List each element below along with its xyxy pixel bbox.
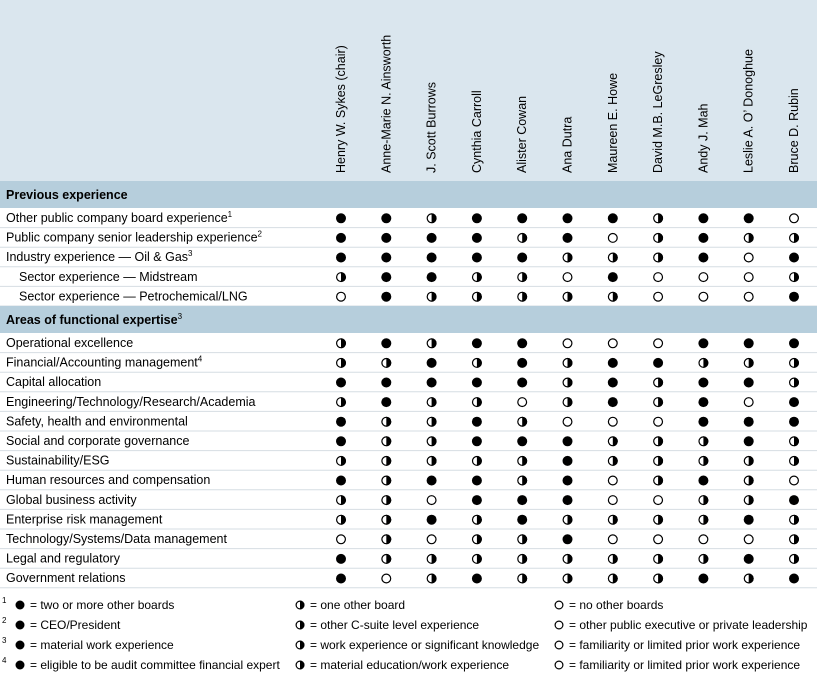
filled-circle-icon [336, 436, 346, 446]
empty-circle-icon [427, 535, 436, 544]
filled-circle-icon [698, 476, 708, 486]
filled-circle-icon [16, 641, 25, 650]
filled-circle-icon [563, 456, 573, 466]
filled-circle-icon [16, 601, 25, 610]
half-circle-icon [563, 378, 572, 388]
filled-circle-icon [698, 233, 708, 243]
director-name: Anne-Marie N. Ainsworth [379, 34, 394, 173]
half-circle-icon [654, 436, 663, 446]
empty-circle-icon [744, 398, 753, 407]
filled-circle-icon [427, 358, 437, 368]
filled-circle-icon [789, 397, 799, 407]
half-circle-icon [296, 601, 304, 610]
empty-circle-icon [608, 417, 617, 426]
filled-circle-icon [517, 253, 527, 263]
empty-circle-icon [699, 273, 708, 282]
legend-text: = eligible to be audit committee financial expert [30, 658, 280, 672]
skill-label: Sector experience — Petrochemical/LNG [19, 289, 248, 304]
legend-text: = CEO/President [30, 618, 121, 632]
half-circle-icon [744, 495, 753, 505]
filled-circle-icon [472, 213, 482, 223]
legend-text: = familiarity or limited prior work experience [569, 638, 801, 652]
half-circle-icon [473, 397, 482, 407]
filled-circle-icon [427, 378, 437, 388]
legend-item [14, 658, 280, 672]
filled-circle-icon [16, 661, 25, 670]
legend-text: = work experience or significant knowledge [310, 638, 540, 652]
half-circle-icon [427, 456, 436, 466]
half-circle-icon [563, 515, 572, 525]
empty-circle-icon [790, 476, 799, 485]
legend-item [294, 658, 509, 672]
filled-circle-icon [744, 554, 754, 564]
half-circle-icon [427, 436, 436, 446]
half-circle-icon [608, 456, 617, 466]
empty-circle-icon [555, 601, 563, 609]
half-circle-icon [518, 233, 527, 243]
half-circle-icon [427, 338, 436, 348]
half-circle-icon [473, 534, 482, 544]
half-circle-icon [744, 574, 753, 584]
half-circle-icon [699, 495, 708, 505]
skill-label: Legal and regulatory [6, 551, 120, 566]
half-circle-icon [563, 574, 572, 584]
empty-circle-icon [790, 214, 799, 223]
filled-circle-icon [563, 476, 573, 486]
filled-circle-icon [336, 253, 346, 263]
filled-circle-icon [336, 476, 346, 486]
filled-circle-icon [789, 574, 799, 584]
half-circle-icon [608, 554, 617, 564]
filled-circle-icon [472, 436, 482, 446]
filled-circle-icon [381, 233, 391, 243]
legend-number: 3 [2, 636, 7, 645]
half-circle-icon [563, 554, 572, 564]
legend-number: 1 [2, 596, 7, 605]
skill-label: Global business activity [6, 492, 137, 507]
half-circle-icon [608, 253, 617, 263]
half-circle-icon [654, 213, 663, 223]
filled-circle-icon [517, 436, 527, 446]
filled-circle-icon [789, 292, 799, 302]
filled-circle-icon [789, 495, 799, 505]
half-circle-icon [337, 515, 346, 525]
half-circle-icon [382, 436, 391, 446]
legend-item [553, 638, 800, 652]
filled-circle-icon [789, 417, 799, 427]
empty-circle-icon [608, 496, 617, 505]
legend-item [553, 618, 807, 632]
legend-text: = material education/work experience [310, 658, 510, 672]
legend-text: = familiarity or limited prior work experience [569, 658, 801, 672]
empty-circle-icon [654, 339, 663, 348]
skill-label: Safety, health and environmental [6, 414, 188, 429]
filled-circle-icon [608, 358, 618, 368]
half-circle-icon [699, 456, 708, 466]
half-circle-icon [427, 292, 436, 302]
filled-circle-icon [698, 417, 708, 427]
half-circle-icon [790, 554, 799, 564]
filled-circle-icon [608, 272, 618, 282]
half-circle-icon [563, 397, 572, 407]
half-circle-icon [382, 515, 391, 525]
filled-circle-icon [608, 213, 618, 223]
empty-circle-icon [608, 476, 617, 485]
half-circle-icon [427, 554, 436, 564]
filled-circle-icon [698, 378, 708, 388]
half-circle-icon [563, 253, 572, 263]
half-circle-icon [699, 358, 708, 368]
filled-circle-icon [472, 338, 482, 348]
half-circle-icon [337, 397, 346, 407]
skill-label: Social and corporate governance [6, 434, 190, 448]
half-circle-icon [608, 436, 617, 446]
filled-circle-icon [427, 253, 437, 263]
half-circle-icon [382, 554, 391, 564]
legend-item [294, 598, 405, 612]
director-name: Henry W. Sykes (chair) [334, 45, 348, 173]
half-circle-icon [518, 476, 527, 486]
legend-row [0, 658, 817, 678]
filled-circle-icon [336, 574, 346, 584]
half-circle-icon [699, 515, 708, 525]
legend-item [14, 598, 174, 612]
empty-circle-icon [654, 417, 663, 426]
section-title: Areas of functional expertise$^3$ [6, 312, 183, 327]
half-circle-icon [382, 456, 391, 466]
director-name: Bruce D. Rubin [787, 88, 801, 173]
half-circle-icon [654, 397, 663, 407]
filled-circle-icon [517, 358, 527, 368]
half-circle-icon [654, 515, 663, 525]
half-circle-icon [744, 358, 753, 368]
skill-label: Technology/Systems/Data management [6, 532, 227, 546]
empty-circle-icon [744, 292, 753, 301]
half-circle-icon [337, 358, 346, 368]
skill-label: Public company senior leadership experience$^2$ [6, 229, 262, 245]
empty-circle-icon [427, 496, 436, 505]
skill-label: Industry experience — Oil & Gas$^3$ [6, 249, 193, 265]
half-circle-icon [608, 292, 617, 302]
skill-label: Financial/Accounting management$^4$ [6, 354, 203, 370]
half-circle-icon [518, 456, 527, 466]
filled-circle-icon [472, 476, 482, 486]
half-circle-icon [382, 495, 391, 505]
half-circle-icon [744, 456, 753, 466]
half-circle-icon [296, 661, 304, 670]
half-circle-icon [337, 338, 346, 348]
filled-circle-icon [744, 213, 754, 223]
half-circle-icon [654, 574, 663, 584]
half-circle-icon [518, 554, 527, 564]
filled-circle-icon [427, 476, 437, 486]
empty-circle-icon [337, 535, 346, 544]
empty-circle-icon [555, 661, 563, 669]
section-title: Previous experience [6, 188, 128, 202]
empty-circle-icon [563, 339, 572, 348]
empty-circle-icon [563, 273, 572, 282]
half-circle-icon [790, 272, 799, 282]
filled-circle-icon [608, 378, 618, 388]
director-name: Maureen E. Howe [605, 72, 620, 173]
half-circle-icon [790, 378, 799, 388]
legend-text: = two or more other boards [30, 598, 175, 612]
legend-text: = other public executive or private leadership [569, 618, 808, 632]
filled-circle-icon [698, 397, 708, 407]
half-circle-icon [427, 213, 436, 223]
filled-circle-icon [744, 436, 754, 446]
legend [0, 598, 817, 674]
half-circle-icon [518, 534, 527, 544]
director-name: Leslie A. O’ Donoghue [741, 49, 756, 173]
director-name: Andy J. Mah [696, 103, 711, 173]
legend-text: = other C-suite level experience [310, 618, 480, 632]
filled-circle-icon [744, 417, 754, 427]
filled-circle-icon [789, 253, 799, 263]
filled-circle-icon [653, 358, 663, 368]
legend-item [294, 638, 539, 652]
half-circle-icon [473, 292, 482, 302]
half-circle-icon [473, 456, 482, 466]
half-circle-icon [608, 515, 617, 525]
filled-circle-icon [381, 213, 391, 223]
empty-circle-icon [744, 535, 753, 544]
skill-label: Capital allocation [6, 375, 102, 390]
filled-circle-icon [472, 253, 482, 263]
empty-circle-icon [563, 417, 572, 426]
half-circle-icon [654, 554, 663, 564]
filled-circle-icon [563, 233, 573, 243]
half-circle-icon [518, 272, 527, 282]
filled-circle-icon [563, 534, 573, 544]
empty-circle-icon [744, 273, 753, 282]
director-name: Cynthia Carroll [469, 90, 484, 173]
legend-item [14, 638, 174, 652]
skill-label: Human resources and compensation [6, 473, 211, 488]
half-circle-icon [427, 574, 436, 584]
half-circle-icon [337, 495, 346, 505]
half-circle-icon [654, 378, 663, 388]
filled-circle-icon [472, 417, 482, 427]
empty-circle-icon [654, 535, 663, 544]
skill-label: Engineering/Technology/Research/Academia [6, 394, 256, 409]
filled-circle-icon [336, 417, 346, 427]
half-circle-icon [382, 417, 391, 427]
half-circle-icon [790, 233, 799, 243]
half-circle-icon [699, 436, 708, 446]
half-circle-icon [608, 574, 617, 584]
legend-item [553, 598, 663, 612]
empty-circle-icon [337, 292, 346, 301]
legend-row [0, 618, 817, 638]
filled-circle-icon [381, 397, 391, 407]
filled-circle-icon [472, 495, 482, 505]
filled-circle-icon [517, 495, 527, 505]
legend-text: = one other board [310, 598, 406, 612]
filled-circle-icon [472, 233, 482, 243]
header-background [0, 0, 817, 181]
half-circle-icon [654, 456, 663, 466]
filled-circle-icon [563, 495, 573, 505]
filled-circle-icon [381, 272, 391, 282]
empty-circle-icon [744, 253, 753, 262]
skill-label: Sustainability/ESG [6, 453, 110, 468]
empty-circle-icon [699, 292, 708, 301]
legend-item [14, 618, 120, 632]
half-circle-icon [473, 554, 482, 564]
empty-circle-icon [518, 398, 527, 407]
half-circle-icon [563, 358, 572, 368]
filled-circle-icon [381, 253, 391, 263]
filled-circle-icon [336, 233, 346, 243]
skill-label: Sector experience — Midstream [19, 269, 198, 284]
half-circle-icon [296, 641, 304, 650]
filled-circle-icon [427, 272, 437, 282]
filled-circle-icon [427, 515, 437, 525]
legend-item [553, 658, 800, 672]
half-circle-icon [473, 515, 482, 525]
filled-circle-icon [336, 378, 346, 388]
half-circle-icon [518, 292, 527, 302]
half-circle-icon [337, 456, 346, 466]
half-circle-icon [473, 358, 482, 368]
empty-circle-icon [608, 339, 617, 348]
filled-circle-icon [744, 515, 754, 525]
legend-text: = no other boards [569, 598, 664, 612]
filled-circle-icon [336, 213, 346, 223]
half-circle-icon [744, 233, 753, 243]
filled-circle-icon [563, 436, 573, 446]
half-circle-icon [699, 554, 708, 564]
filled-circle-icon [336, 554, 346, 564]
empty-circle-icon [654, 273, 663, 282]
legend-number: 2 [2, 616, 7, 625]
skill-label: Operational excellence [6, 336, 134, 350]
half-circle-icon [790, 436, 799, 446]
half-circle-icon [790, 456, 799, 466]
filled-circle-icon [789, 338, 799, 348]
skill-label: Enterprise risk management [6, 512, 163, 527]
legend-row [0, 638, 817, 658]
legend-text: = material work experience [30, 638, 174, 652]
half-circle-icon [654, 476, 663, 486]
filled-circle-icon [517, 338, 527, 348]
empty-circle-icon [555, 621, 563, 629]
filled-circle-icon [608, 397, 618, 407]
filled-circle-icon [472, 378, 482, 388]
half-circle-icon [654, 253, 663, 263]
half-circle-icon [654, 233, 663, 243]
empty-circle-icon [654, 292, 663, 301]
filled-circle-icon [16, 621, 25, 630]
half-circle-icon [296, 621, 304, 630]
half-circle-icon [382, 476, 391, 486]
half-circle-icon [790, 358, 799, 368]
half-circle-icon [518, 574, 527, 584]
half-circle-icon [427, 417, 436, 427]
half-circle-icon [563, 292, 572, 302]
filled-circle-icon [517, 213, 527, 223]
filled-circle-icon [744, 378, 754, 388]
filled-circle-icon [517, 515, 527, 525]
empty-circle-icon [608, 535, 617, 544]
filled-circle-icon [563, 213, 573, 223]
half-circle-icon [382, 534, 391, 544]
skill-label: Government relations [6, 571, 126, 586]
filled-circle-icon [381, 292, 391, 302]
filled-circle-icon [698, 338, 708, 348]
half-circle-icon [744, 476, 753, 486]
half-circle-icon [790, 515, 799, 525]
half-circle-icon [790, 534, 799, 544]
filled-circle-icon [698, 213, 708, 223]
legend-row [0, 598, 817, 618]
empty-circle-icon [608, 234, 617, 243]
empty-circle-icon [654, 496, 663, 505]
legend-item [294, 618, 479, 632]
filled-circle-icon [427, 233, 437, 243]
empty-circle-icon [699, 535, 708, 544]
skill-label: Other public company board experience$^1$ [6, 210, 233, 225]
filled-circle-icon [472, 574, 482, 584]
director-name: Alister Cowan [515, 95, 530, 173]
director-name: Ana Dutra [560, 116, 575, 173]
half-circle-icon [518, 417, 527, 427]
filled-circle-icon [698, 574, 708, 584]
half-circle-icon [473, 272, 482, 282]
filled-circle-icon [744, 338, 754, 348]
filled-circle-icon [381, 338, 391, 348]
director-name: J. Scott Burrows [424, 82, 439, 173]
empty-circle-icon [555, 641, 563, 649]
half-circle-icon [427, 397, 436, 407]
empty-circle-icon [382, 574, 391, 583]
filled-circle-icon [381, 378, 391, 388]
filled-circle-icon [517, 378, 527, 388]
half-circle-icon [382, 358, 391, 368]
filled-circle-icon [698, 253, 708, 263]
director-name: David M.B. LeGresley [651, 51, 666, 173]
half-circle-icon [337, 272, 346, 282]
legend-number: 4 [2, 656, 7, 665]
